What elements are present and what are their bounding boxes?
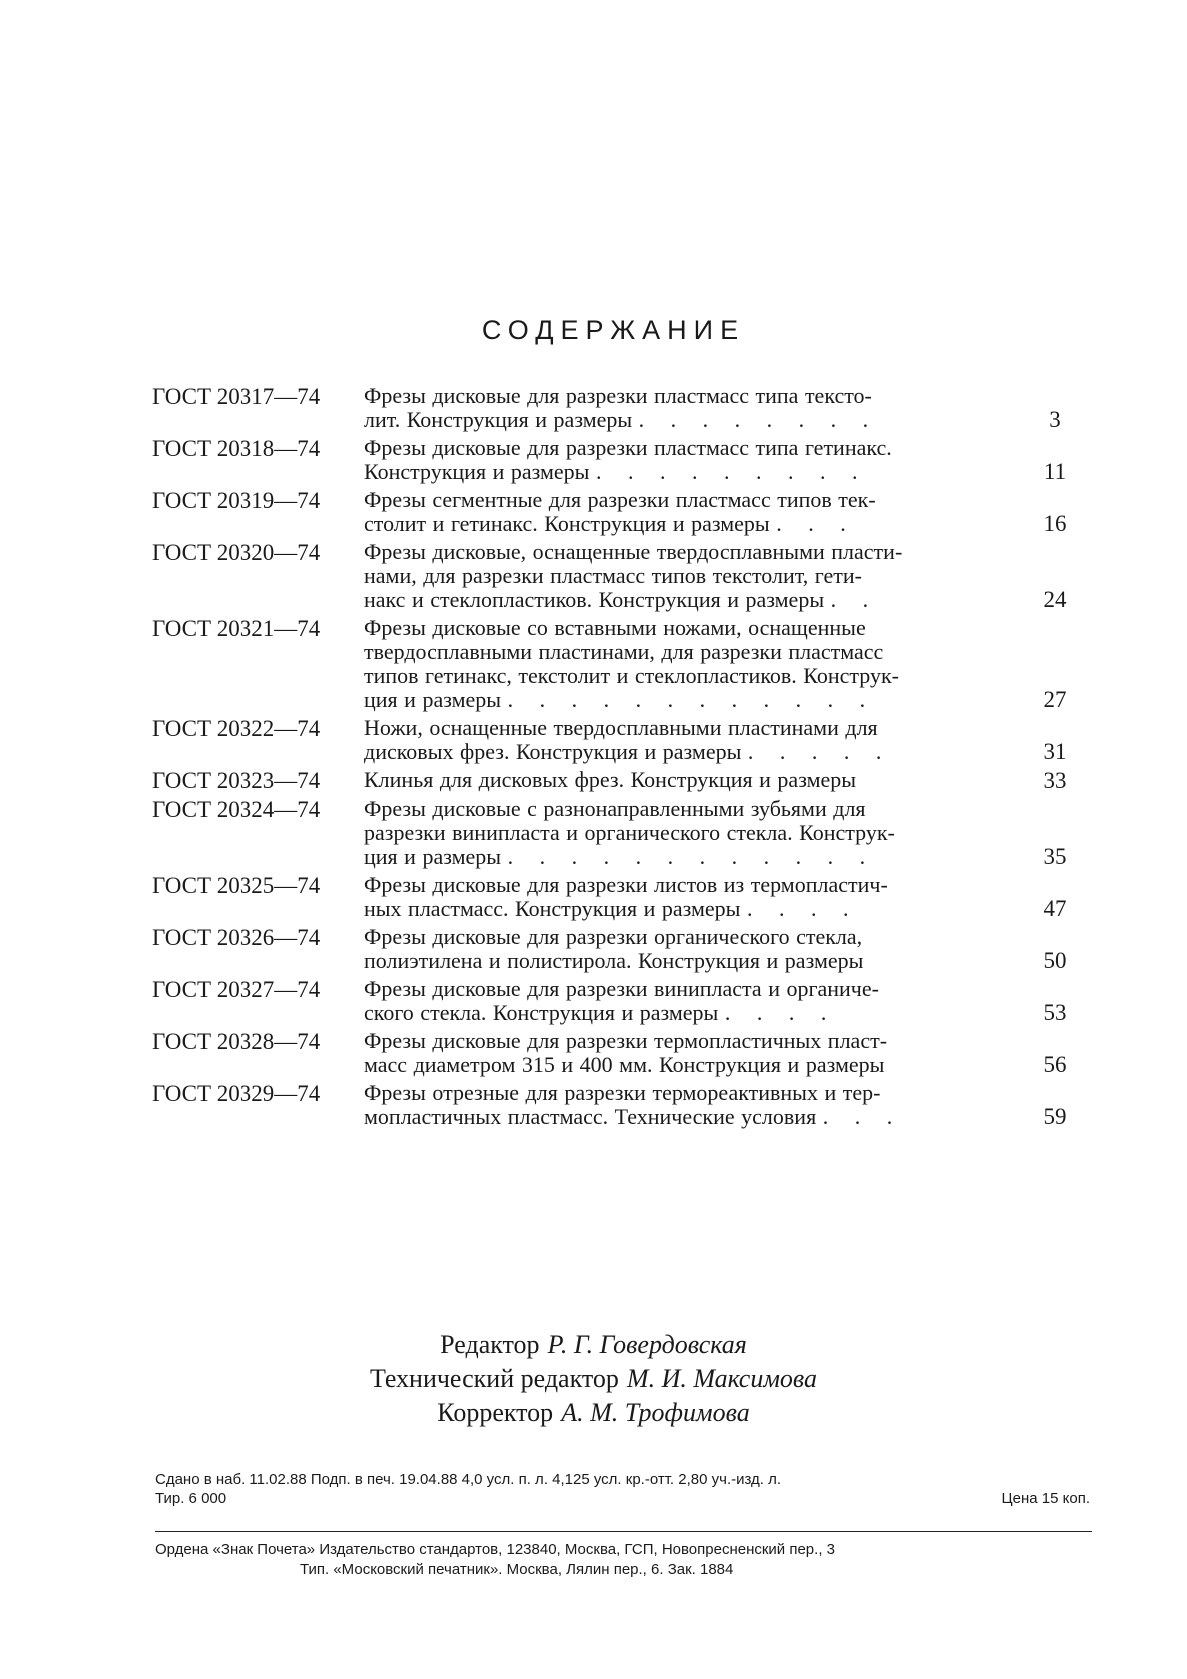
entry-title-text: нами, для разрезки пластмасс типов текстолит, гети- xyxy=(364,563,862,588)
toc-entry xyxy=(152,977,1080,1025)
entry-title-line xyxy=(364,797,1012,821)
editorial-staff xyxy=(0,1328,1187,1430)
entry-title-text: Ножи, оснащенные твердосплавными пластинами для xyxy=(364,715,878,740)
leader-dots: . . . xyxy=(776,511,856,536)
entry-title-text: накс и стеклопластиков. Конструкция и размеры xyxy=(364,587,825,612)
imprint-line: Сдано в наб. 11.02.88 Подп. в печ. 19.04.88 4,0 усл. п. л. 4,125 усл. кр.-отт. 2,80 уч.-изд. л. xyxy=(155,1471,782,1488)
leader-dots: . . . . . xyxy=(747,739,892,764)
entry-title-line xyxy=(364,512,1012,536)
standard-code: ГОСТ 20322—74 xyxy=(152,716,321,741)
entry-title xyxy=(364,977,1012,1025)
entry-title-line xyxy=(364,977,1012,1001)
divider xyxy=(155,1531,1092,1532)
toc-entry xyxy=(152,488,1080,536)
entry-title xyxy=(364,1081,1012,1129)
leader-dots: . . . . xyxy=(746,896,859,921)
entry-title-text: Фрезы сегментные для разрезки пластмасс типов тек- xyxy=(364,487,876,512)
entry-title-line xyxy=(364,436,1012,460)
entry-title-line xyxy=(364,768,1012,792)
entry-title-line xyxy=(364,1001,1012,1025)
price: Цена 15 коп. xyxy=(1001,1490,1090,1507)
entry-title-text: Фрезы дисковые для разрезки пластмасс типа тексто- xyxy=(364,383,872,408)
print-imprint xyxy=(155,1470,1090,1508)
entry-title-line xyxy=(364,640,1012,664)
imprint-row xyxy=(155,1489,1090,1508)
entry-title-line xyxy=(364,1081,1012,1105)
entry-title-text: Фрезы дисковые для разрезки органического стекла, xyxy=(364,924,863,949)
staff-role: Корректор xyxy=(437,1398,554,1427)
entry-title xyxy=(364,436,1012,484)
entry-title xyxy=(364,488,1012,536)
toc-entry xyxy=(152,925,1080,973)
entry-title xyxy=(364,768,1012,793)
entry-title-line xyxy=(364,564,1012,588)
staff-corrector xyxy=(0,1396,1187,1430)
page-number: 27 xyxy=(1043,687,1067,712)
standard-code: ГОСТ 20327—74 xyxy=(152,977,321,1002)
toc-entry xyxy=(152,540,1080,612)
entry-title-text: твердосплавными пластинами, для разрезки пластмасс xyxy=(364,639,884,664)
entry-title-line xyxy=(364,873,1012,897)
entry-title-line xyxy=(364,588,1012,612)
entry-title-text: лит. Конструкция и размеры xyxy=(364,407,633,432)
entry-title-line xyxy=(364,688,1012,712)
leader-dots: . . xyxy=(830,587,879,612)
entry-title xyxy=(364,925,1012,973)
entry-title-text: Фрезы дисковые для разрезки термопластичных пласт- xyxy=(364,1028,888,1053)
entry-title-text: Конструкция и размеры xyxy=(364,459,590,484)
page-number: 16 xyxy=(1043,511,1067,536)
standard-code: ГОСТ 20321—74 xyxy=(152,616,321,641)
toc-entry xyxy=(152,1029,1080,1077)
standard-code: ГОСТ 20324—74 xyxy=(152,797,321,822)
entry-title-line xyxy=(364,1029,1012,1053)
entry-title-text: дисковых фрез. Конструкция и размеры xyxy=(364,739,742,764)
staff-name: Р. Г. Говердовская xyxy=(547,1330,747,1359)
entry-title-line xyxy=(364,616,1012,640)
printer-line: Тип. «Московский печатник». Москва, Лялин пер., 6. Зак. 1884 xyxy=(300,1561,734,1578)
staff-role: Редактор xyxy=(440,1330,540,1359)
entry-title-text: мопластичных пластмасс. Технические условия xyxy=(364,1104,817,1129)
page-number: 50 xyxy=(1043,948,1067,973)
entry-title-line xyxy=(364,540,1012,564)
standard-code: ГОСТ 20319—74 xyxy=(152,488,321,513)
entry-title-text: полиэтилена и полистирола. Конструкция и размеры xyxy=(364,948,864,973)
page-number: 35 xyxy=(1043,844,1067,869)
standard-code: ГОСТ 20317—74 xyxy=(152,384,321,409)
leader-dots: . . . . . . . . xyxy=(638,407,879,432)
toc-entry xyxy=(152,436,1080,484)
toc-entry xyxy=(152,384,1080,432)
entry-title-text: Фрезы дисковые для разрезки пластмасс типа гетинакс. xyxy=(364,435,892,460)
entry-title-text: разрезки винипласта и органического стекла. Конструк- xyxy=(364,820,895,845)
entry-title xyxy=(364,1029,1012,1077)
staff-name: А. М. Трофимова xyxy=(561,1398,750,1427)
standard-code: ГОСТ 20325—74 xyxy=(152,873,321,898)
entry-title-text: Фрезы дисковые, оснащенные твердосплавными пласти- xyxy=(364,539,903,564)
page-number: 33 xyxy=(1043,768,1067,793)
entry-title-line xyxy=(364,925,1012,949)
publisher-line: Ордена «Знак Почета» Издательство стандартов, 123840, Москва, ГСП, Новопресненский пер., 3 xyxy=(155,1541,835,1558)
staff-technical-editor xyxy=(0,1362,1187,1396)
circulation: Тир. 6 000 xyxy=(155,1490,227,1507)
entry-title-line xyxy=(364,740,1012,764)
entry-title-line xyxy=(364,716,1012,740)
standard-code: ГОСТ 20329—74 xyxy=(152,1081,321,1106)
entry-title-text: Клинья для дисковых фрез. Конструкция и размеры xyxy=(364,767,857,792)
entry-title-text: Фрезы дисковые с разнонаправленными зубьями для xyxy=(364,796,866,821)
toc-entry xyxy=(152,768,1080,793)
entry-title xyxy=(364,384,1012,432)
page-number: 59 xyxy=(1043,1104,1067,1129)
entry-title-text: столит и гетинакс. Конструкция и размеры xyxy=(364,511,770,536)
entry-title-text: Фрезы дисковые со вставными ножами, оснащенные xyxy=(364,615,866,640)
standard-code: ГОСТ 20318—74 xyxy=(152,436,321,461)
entry-title-line xyxy=(364,488,1012,512)
entry-title-line xyxy=(364,460,1012,484)
entry-title-text: типов гетинакс, текстолит и стеклопластиков. Конструк- xyxy=(364,663,899,688)
entry-title xyxy=(364,873,1012,921)
entry-title-line xyxy=(364,897,1012,921)
entry-title-text: ных пластмасс. Конструкция и размеры xyxy=(364,896,741,921)
page-number: 3 xyxy=(1049,407,1061,432)
page-number: 53 xyxy=(1043,1000,1067,1025)
entry-title-line xyxy=(364,1053,1012,1077)
entry-title-text: ского стекла. Конструкция и размеры xyxy=(364,1000,719,1025)
leader-dots: . . . . . . . . . . . . xyxy=(507,687,876,712)
standard-code: ГОСТ 20326—74 xyxy=(152,925,321,950)
page-number: 56 xyxy=(1043,1052,1067,1077)
leader-dots: . . . . . . . . . xyxy=(595,459,868,484)
entry-title xyxy=(364,616,1012,712)
entry-title-text: масс диаметром 315 и 400 мм. Конструкция и размеры xyxy=(364,1052,885,1077)
entry-title-line xyxy=(364,408,1012,432)
page-title: СОДЕРЖАНИЕ xyxy=(481,315,746,345)
entry-title xyxy=(364,540,1012,612)
page-number: 11 xyxy=(1043,459,1067,484)
publisher-info xyxy=(155,1540,1092,1580)
table-of-contents xyxy=(152,384,1080,1133)
entry-title-text: ция и размеры xyxy=(364,844,502,869)
standard-code: ГОСТ 20320—74 xyxy=(152,540,321,565)
toc-entry xyxy=(152,873,1080,921)
standard-code: ГОСТ 20323—74 xyxy=(152,768,321,793)
toc-entry xyxy=(152,1081,1080,1129)
leader-dots: . . . xyxy=(822,1104,903,1129)
entry-title-text: Фрезы отрезные для разрезки термореактивных и тер- xyxy=(364,1080,881,1105)
staff-editor xyxy=(0,1328,1187,1362)
entry-title-text: Фрезы дисковые для разрезки винипласта и органиче- xyxy=(364,976,879,1001)
entry-title-text: Фрезы дисковые для разрезки листов из термопластич- xyxy=(364,872,888,897)
leader-dots: . . . . xyxy=(724,1000,837,1025)
leader-dots: . . . . . . . . . . . . xyxy=(507,844,876,869)
entry-title-line xyxy=(364,384,1012,408)
entry-title-line xyxy=(364,949,1012,973)
entry-title-line xyxy=(364,1105,1012,1129)
toc-entry xyxy=(152,716,1080,764)
entry-title xyxy=(364,797,1012,869)
staff-name: М. И. Максимова xyxy=(626,1364,818,1393)
entry-title-text: ция и размеры xyxy=(364,687,502,712)
page-number: 24 xyxy=(1043,587,1067,612)
entry-title xyxy=(364,716,1012,764)
staff-role: Технический редактор xyxy=(369,1364,619,1393)
entry-title-line xyxy=(364,664,1012,688)
standard-code: ГОСТ 20328—74 xyxy=(152,1029,321,1054)
toc-entry xyxy=(152,797,1080,869)
page-number: 47 xyxy=(1043,896,1067,921)
entry-title-line xyxy=(364,821,1012,845)
page-number: 31 xyxy=(1043,739,1067,764)
toc-entry xyxy=(152,616,1080,712)
entry-title-line xyxy=(364,845,1012,869)
